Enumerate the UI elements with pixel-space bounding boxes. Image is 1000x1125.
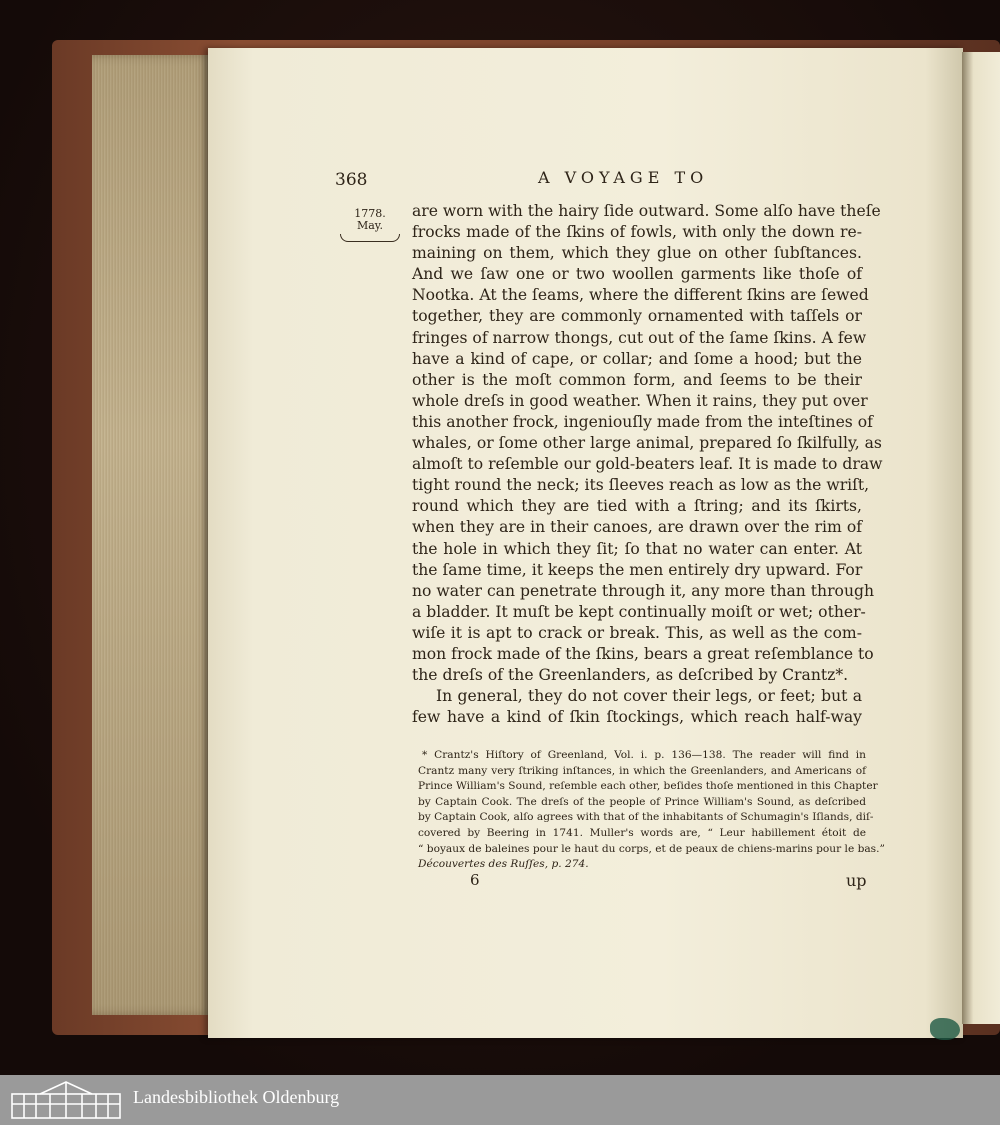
body-line: tight round the neck; its ſleeves reach as low as the wriſt, — [412, 476, 870, 495]
footnote-line: Prince William's Sound, reſemble each other, beſides thoſe mentioned in this Chapter — [418, 780, 878, 793]
body-line: frocks made of the ſkins of fowls, with only the down re- — [412, 223, 862, 242]
body-line: few have a kind of ſkin ſtockings, which reach half-way — [412, 708, 862, 727]
footnote-line: “ boyaux de baleines pour le haut du corps, et de peaux de chiens-marins pour le bas.” — [418, 842, 885, 855]
body-line: In general, they do not cover their legs, or feet; but a — [436, 687, 862, 706]
page-edges — [92, 55, 212, 1015]
body-line: are worn with the hairy ſide outward. Some alſo have theſe — [412, 202, 881, 220]
footnote — [418, 748, 885, 873]
page-number: 368 — [335, 170, 368, 190]
margin-year: 1778. — [354, 207, 386, 220]
body-line: the hole in which they ſit; ſo that no water can enter. At — [412, 539, 862, 558]
body-line: this another frock, ingeniouſly made from the inteſtines of — [412, 412, 873, 431]
catchword: up — [846, 871, 867, 890]
body-line: whales, or ſome other large animal, prepared ſo ſkilfully, as — [412, 434, 882, 453]
footnote-line: by Captain Cook, alſo agrees with that of the inhabitants of Schumagin's Iſlands, diſ- — [418, 811, 874, 824]
body-line: the ſame time, it keeps the men entirely dry upward. For — [412, 560, 863, 579]
body-line: almoſt to reſemble our gold-beaters leaf. It is made to draw — [412, 455, 883, 474]
bookmark-ribbon — [930, 1018, 960, 1040]
margin-date-note — [336, 208, 404, 232]
body-line: wiſe it is apt to crack or break. This, as well as the com- — [412, 623, 862, 642]
body-line: fringes of narrow thongs, cut out of the ſame ſkins. A few — [412, 328, 867, 347]
running-head: A VOYAGE TO — [538, 168, 709, 187]
body-line: together, they are commonly ornamented with taſſels or — [412, 307, 862, 326]
body-line: no water can penetrate through it, any more than through — [412, 581, 875, 600]
right-page-edge — [962, 52, 1000, 1024]
body-line: other is the moſt common form, and ſeems to be their — [412, 370, 862, 389]
body-line: when they are in their canoes, are drawn over the rim of — [412, 518, 862, 537]
body-line: the dreſs of the Greenlanders, as deſcribed by Crantz*. — [412, 666, 849, 685]
body-line: whole dreſs in good weather. When it rains, they put over — [412, 391, 868, 410]
signature-mark: 6 — [470, 871, 480, 889]
footnote-line: Découvertes des Ruſſes, p. 274. — [418, 858, 589, 871]
library-building-icon — [10, 1080, 122, 1120]
footnote-line: * Crantz's Hiſtory of Greenland, Vol. i. p. 136—138. The reader will find in — [422, 749, 866, 761]
library-name: Landesbibliothek Oldenburg — [133, 1087, 340, 1107]
body-line: maining on them, which they glue on other ſubſtances. — [412, 244, 862, 263]
body-line: round which they are tied with a ſtring; and its ſkirts, — [412, 497, 862, 516]
margin-month: May. — [356, 219, 384, 232]
body-line: Nootka. At the ſeams, where the different ſkins are ſewed — [412, 286, 869, 305]
body-line: And we ſaw one or two woollen garments like thoſe of — [412, 265, 862, 284]
body-text — [412, 201, 883, 728]
footnote-line: covered by Beering in 1741. Muller's words are, “ Leur habillement étoit de — [418, 826, 866, 839]
body-line: a bladder. It muſt be kept continually moiſt or wet; other- — [412, 602, 866, 621]
body-line: mon frock made of the ſkins, bears a great reſemblance to — [412, 644, 874, 663]
margin-brace — [340, 234, 400, 242]
footnote-line: by Captain Cook. The dreſs of the people of Prince William's Sound, as deſcribed — [418, 795, 866, 808]
body-line: have a kind of cape, or collar; and ſome a hood; but the — [412, 349, 862, 368]
footnote-line: Crantz many very ſtriking inſtances, in which the Greenlanders, and Americans of — [418, 764, 866, 777]
